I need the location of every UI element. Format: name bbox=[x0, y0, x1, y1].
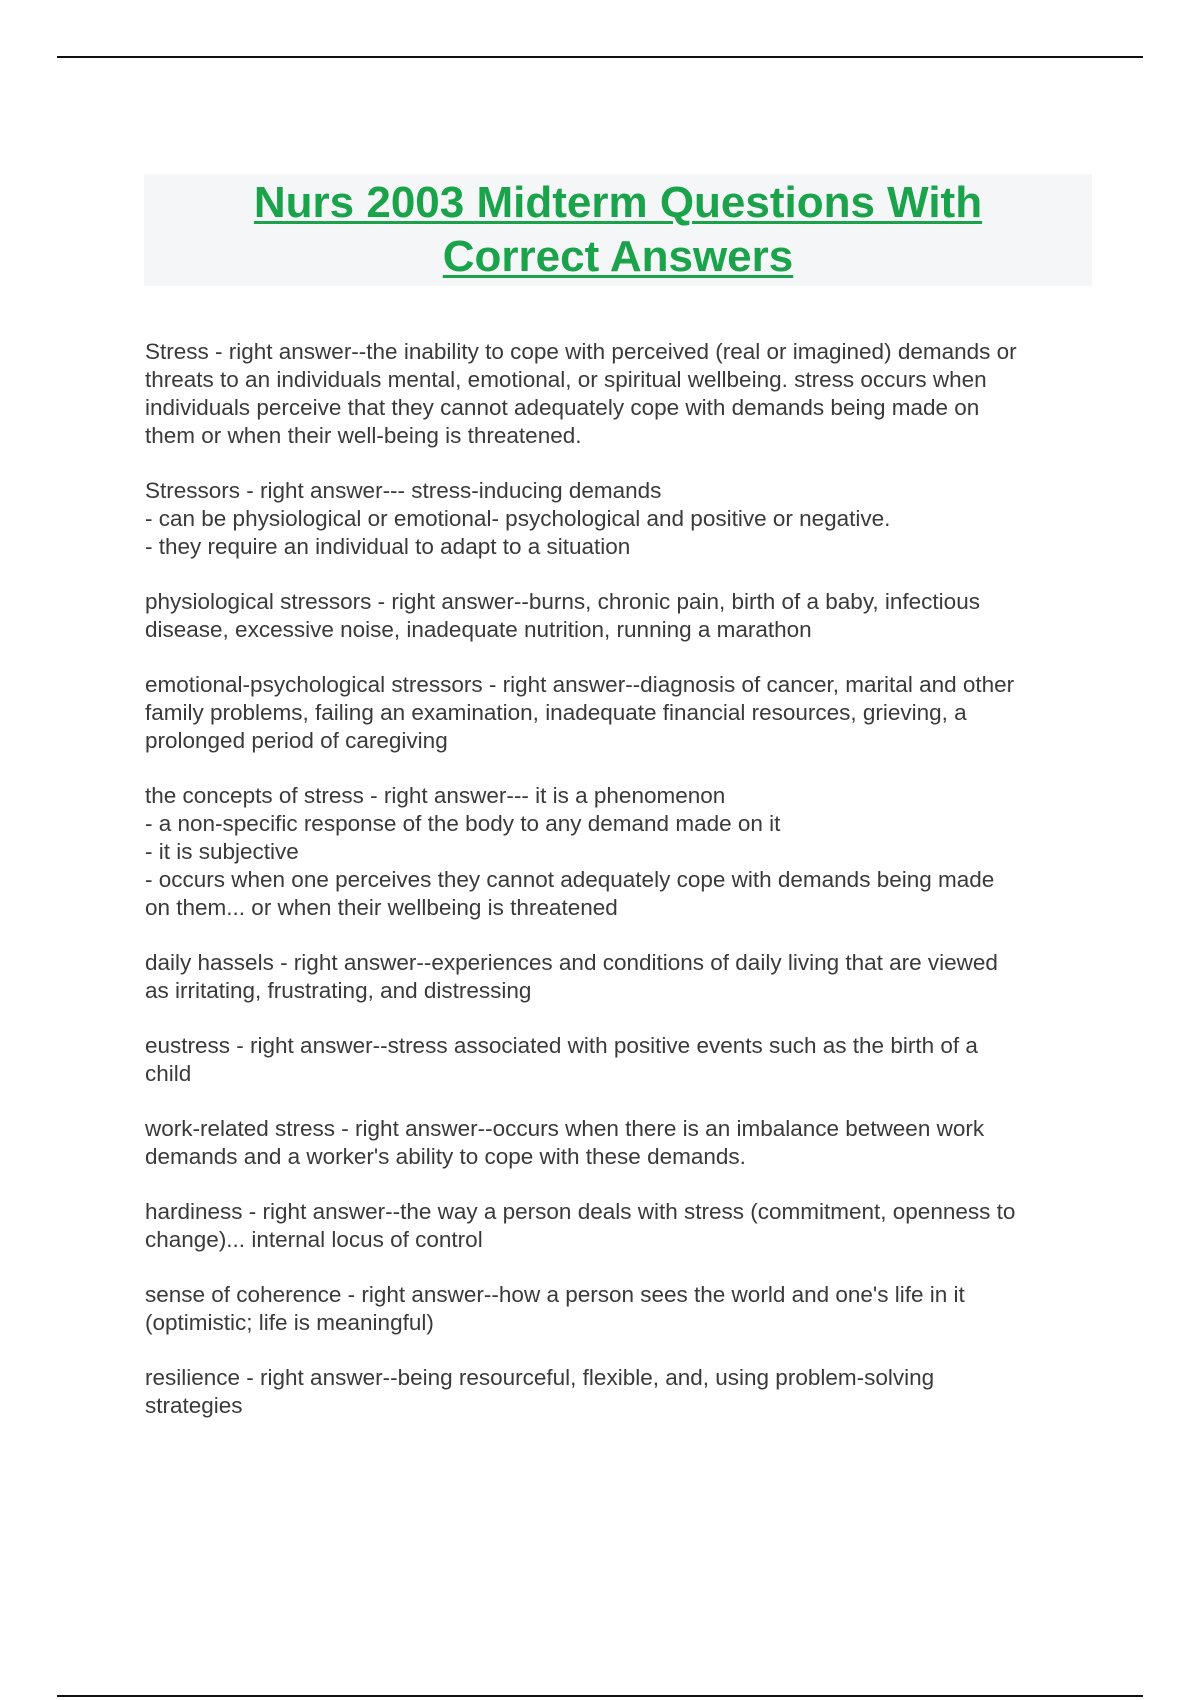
entry-eustress bbox=[145, 1032, 1095, 1088]
entry-line: threats to an individuals mental, emotional, or spiritual wellbeing. stress occurs when bbox=[145, 367, 987, 392]
document-body bbox=[145, 338, 1095, 1447]
bottom-rule bbox=[57, 1695, 1143, 1697]
entry-line: disease, excessive noise, inadequate nutrition, running a marathon bbox=[145, 617, 812, 642]
entry-work-related-stress bbox=[145, 1115, 1095, 1171]
entry-line: eustress - right answer--stress associated with positive events such as the birth of a bbox=[145, 1033, 978, 1058]
entry-line: emotional-psychological stressors - right answer--diagnosis of cancer, marital and other bbox=[145, 672, 1015, 697]
entry-daily-hassels bbox=[145, 949, 1095, 1005]
entry-line: physiological stressors - right answer--burns, chronic pain, birth of a baby, infectious bbox=[145, 589, 980, 614]
entry-line: strategies bbox=[145, 1393, 243, 1418]
top-rule bbox=[57, 56, 1143, 58]
entry-stressors bbox=[145, 477, 1095, 561]
entry-line: (optimistic; life is meaningful) bbox=[145, 1310, 434, 1335]
entry-resilience bbox=[145, 1364, 1095, 1420]
entry-line: change)... internal locus of control bbox=[145, 1227, 483, 1252]
entry-line: sense of coherence - right answer--how a person sees the world and one's life in it bbox=[145, 1282, 965, 1307]
entry-physiological-stressors bbox=[145, 588, 1095, 644]
entry-line: - it is subjective bbox=[145, 839, 299, 864]
entry-line: on them... or when their wellbeing is threatened bbox=[145, 895, 618, 920]
entry-line: Stressors - right answer--- stress-inducing demands bbox=[145, 478, 662, 503]
entry-line: daily hassels - right answer--experiences and conditions of daily living that are viewed bbox=[145, 950, 998, 975]
entry-line: as irritating, frustrating, and distressing bbox=[145, 978, 532, 1003]
entry-line: them or when their well-being is threatened. bbox=[145, 423, 582, 448]
entry-line: demands and a worker's ability to cope with these demands. bbox=[145, 1144, 746, 1169]
entry-line: resilience - right answer--being resourceful, flexible, and, using problem-solving bbox=[145, 1365, 935, 1390]
entry-line: - they require an individual to adapt to a situation bbox=[145, 534, 631, 559]
entry-concepts-of-stress bbox=[145, 782, 1095, 922]
entry-stress bbox=[145, 338, 1095, 450]
entry-line: individuals perceive that they cannot adequately cope with demands being made on bbox=[145, 395, 980, 420]
entry-line: hardiness - right answer--the way a person deals with stress (commitment, openness to bbox=[145, 1199, 1016, 1224]
entry-line: Stress - right answer--the inability to cope with perceived (real or imagined) demands or bbox=[145, 339, 1017, 364]
document-title-line-1: Nurs 2003 Midterm Questions With bbox=[253, 178, 983, 227]
entry-line: - can be physiological or emotional- psychological and positive or negative. bbox=[145, 506, 891, 531]
entry-line: prolonged period of caregiving bbox=[145, 728, 448, 753]
entry-hardiness bbox=[145, 1198, 1095, 1254]
document-title-line-2: Correct Answers bbox=[442, 232, 794, 281]
entry-line: - occurs when one perceives they cannot adequately cope with demands being made bbox=[145, 867, 995, 892]
entry-line: the concepts of stress - right answer--- it is a phenomenon bbox=[145, 783, 726, 808]
entry-sense-of-coherence bbox=[145, 1281, 1095, 1337]
entry-emotional-psychological-stressors bbox=[145, 671, 1095, 755]
entry-line: child bbox=[145, 1061, 192, 1086]
entry-line: family problems, failing an examination, inadequate financial resources, grieving, a bbox=[145, 700, 967, 725]
entry-line: - a non-specific response of the body to any demand made on it bbox=[145, 811, 781, 836]
entry-line: work-related stress - right answer--occurs when there is an imbalance between work bbox=[145, 1116, 985, 1141]
title-band bbox=[144, 174, 1092, 286]
